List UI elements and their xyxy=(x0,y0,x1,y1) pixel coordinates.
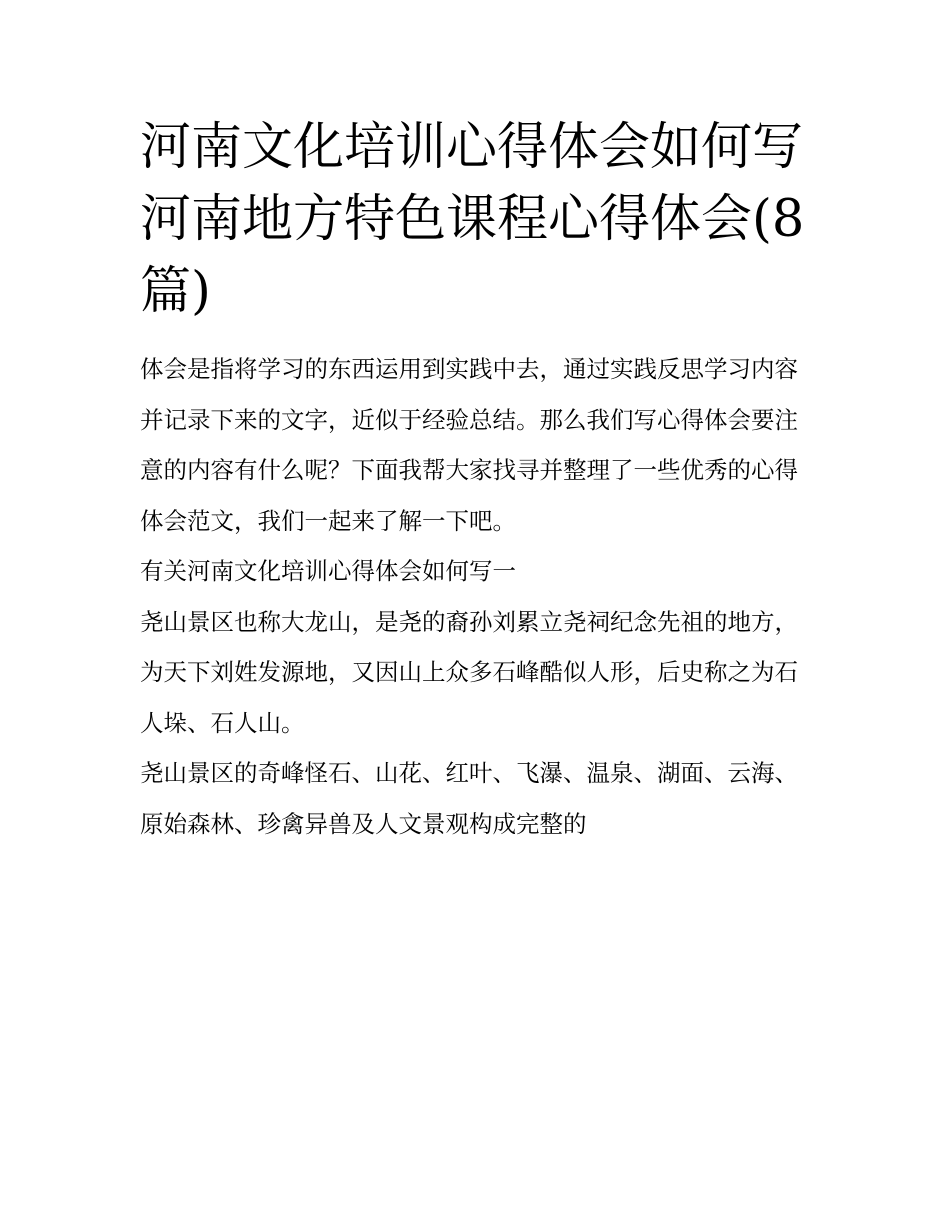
body-paragraph: 尧山景区也称大龙山，是尧的裔孙刘累立尧祠纪念先祖的地方，为天下刘姓发源地，又因山上众多石峰酷似人形，后史称之为石人垛、石人山。 xyxy=(140,607,798,737)
document-page xyxy=(140,112,820,849)
intro-paragraph: 体会是指将学习的东西运用到实践中去，通过实践反思学习内容并记录下来的文字，近似于经验总结。那么我们写心得体会要注意的内容有什么呢？下面我帮大家找寻并整理了一些优秀的心得体会范文，我们一起来了解一下吧。 xyxy=(140,355,798,535)
body-paragraph: 尧山景区的奇峰怪石、山花、红叶、飞瀑、温泉、湖面、云海、原始森林、珍禽异兽及人文景观构成完整的 xyxy=(140,759,798,838)
document-title: 河南文化培训心得体会如何写河南地方特色课程心得体会(8篇) xyxy=(140,118,805,321)
section-heading: 有关河南文化培训心得体会如何写一 xyxy=(140,557,516,585)
